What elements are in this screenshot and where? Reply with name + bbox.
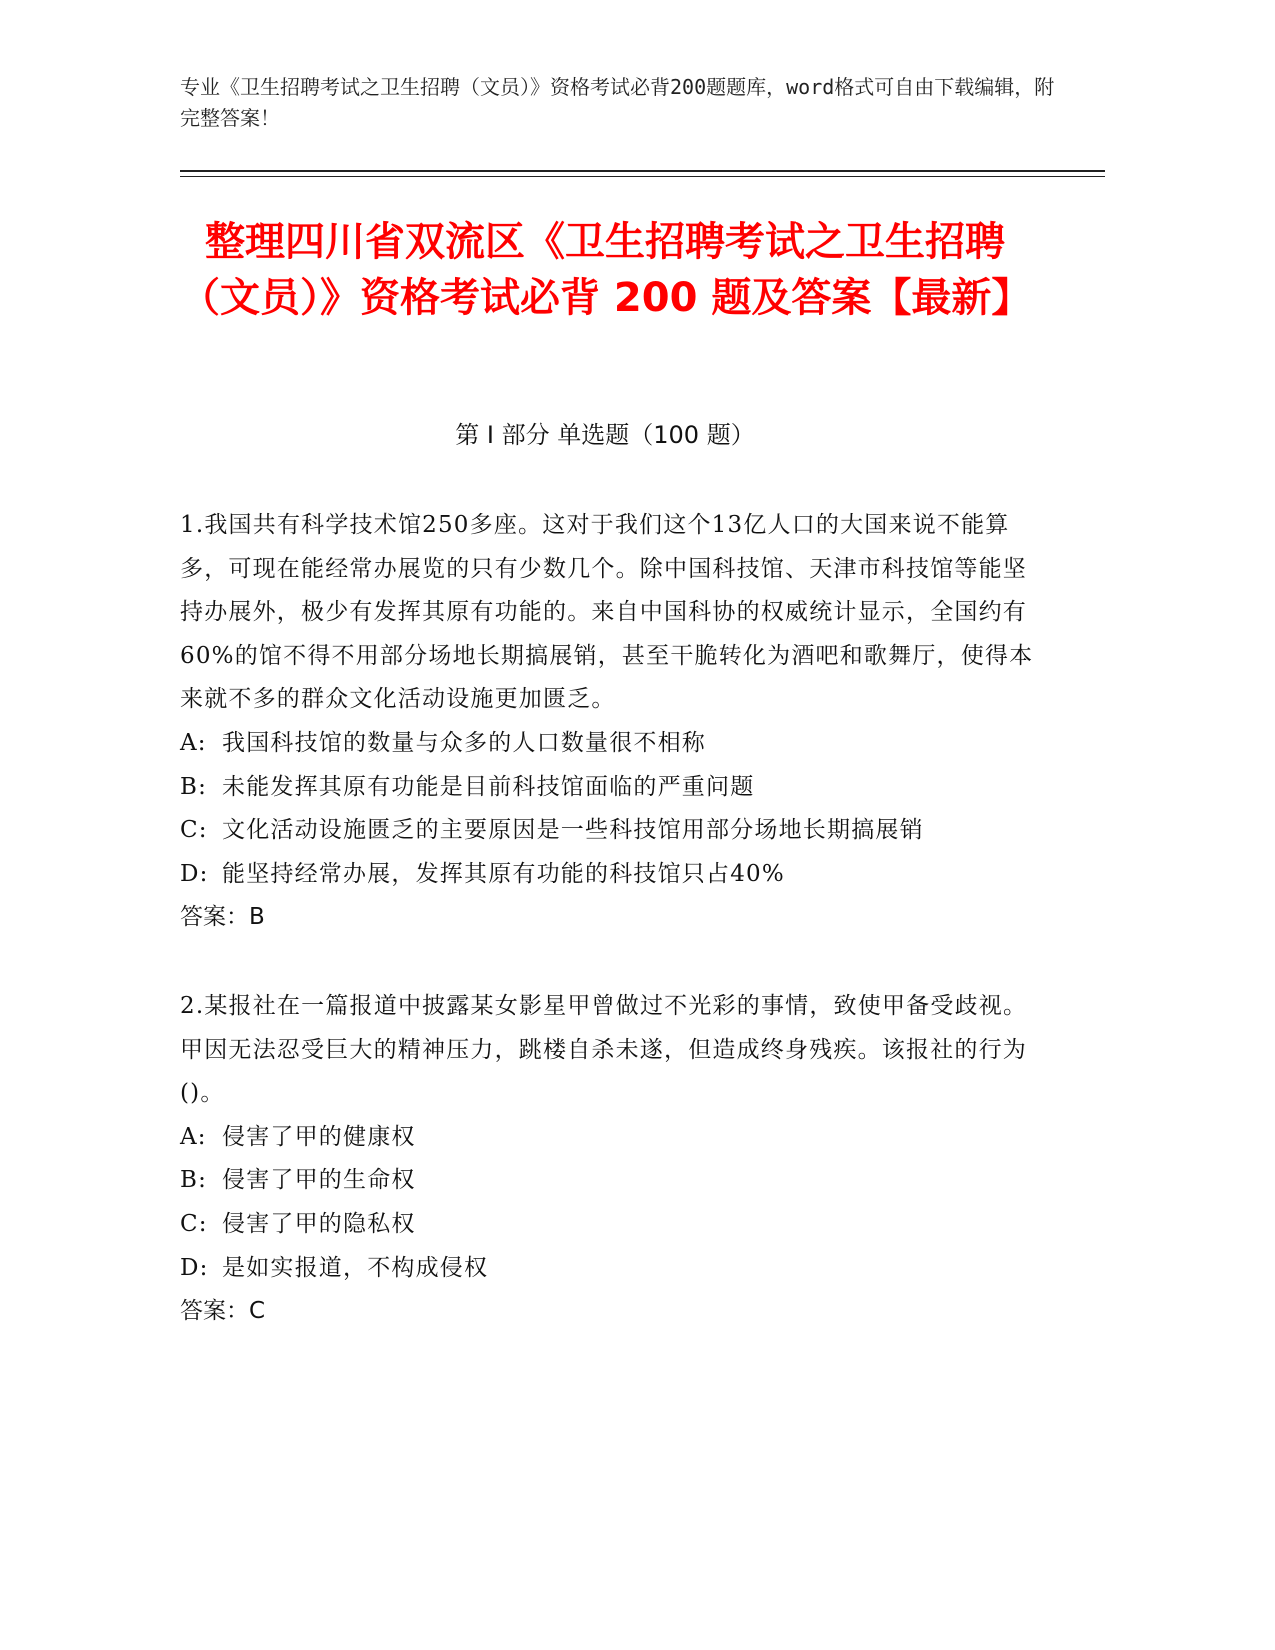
option-text: 侵害了甲的隐私权 bbox=[222, 1210, 416, 1237]
question-2 bbox=[180, 985, 1040, 1334]
header-divider-thick bbox=[180, 170, 1105, 172]
option-text: 侵害了甲的生命权 bbox=[222, 1167, 416, 1194]
answer-line: 答案：C bbox=[180, 1298, 266, 1325]
option-text: 是如实报道，不构成侵权 bbox=[222, 1254, 489, 1281]
header-note: 专业《卫生招聘考试之卫生招聘（文员）》资格考试必背200题题库，word格式可自由下载编辑，附完整答案！ bbox=[180, 75, 1055, 130]
option-text: 未能发挥其原有功能是目前科技馆面临的严重问题 bbox=[222, 773, 755, 800]
question-1 bbox=[180, 504, 1040, 940]
option-key: A: bbox=[180, 1123, 207, 1150]
option-d bbox=[180, 1247, 1040, 1291]
option-key: B: bbox=[180, 1167, 208, 1194]
option-a bbox=[180, 1116, 1040, 1160]
option-key: C: bbox=[180, 1210, 208, 1237]
option-key: D: bbox=[180, 860, 209, 887]
question-stem: 1.我国共有科学技术馆250多座。这对于我们这个13亿人口的大国来说不能算多，可现在能经常办展览的只有少数几个。除中国科技馆、天津市科技馆等能坚持办展外，极少有发挥其原有功能的。来自中国科协的权威统计显示，全国约有60%的馆不得不用部分场地长期搞展销，甚至干脆转化为酒吧和歌舞厅，使得本来就不多的群众文化活动设施更加匮乏。 bbox=[180, 512, 1034, 713]
option-key: D: bbox=[180, 1254, 209, 1281]
option-a bbox=[180, 722, 1040, 766]
option-text: 文化活动设施匮乏的主要原因是一些科技馆用部分场地长期搞展销 bbox=[222, 817, 924, 844]
option-text: 侵害了甲的健康权 bbox=[222, 1123, 416, 1150]
option-key: C: bbox=[180, 817, 208, 844]
option-b bbox=[180, 766, 1040, 810]
option-text: 能坚持经常办展，发挥其原有功能的科技馆只占40% bbox=[222, 860, 785, 887]
answer-line: 答案：B bbox=[180, 904, 265, 931]
document-title: 整理四川省双流区《卫生招聘考试之卫生招聘（文员）》资格考试必背 200 题及答案【最新】 bbox=[180, 219, 1032, 321]
question-stem: 2.某报社在一篇报道中披露某女影星甲曾做过不光彩的事情，致使甲备受歧视。甲因无法忍受巨大的精神压力，跳楼自杀未遂，但造成终身残疾。该报社的行为()。 bbox=[180, 992, 1028, 1107]
option-c bbox=[180, 809, 1040, 853]
section-heading: 第 I 部分 单选题（100 题） bbox=[455, 421, 755, 449]
option-text: 我国科技馆的数量与众多的人口数量很不相称 bbox=[222, 729, 706, 756]
question-list bbox=[180, 504, 1040, 1379]
option-d bbox=[180, 853, 1040, 897]
option-key: B: bbox=[180, 773, 208, 800]
option-c bbox=[180, 1203, 1040, 1247]
header-divider-thin bbox=[180, 176, 1105, 177]
option-b bbox=[180, 1159, 1040, 1203]
option-key: A: bbox=[180, 729, 207, 756]
